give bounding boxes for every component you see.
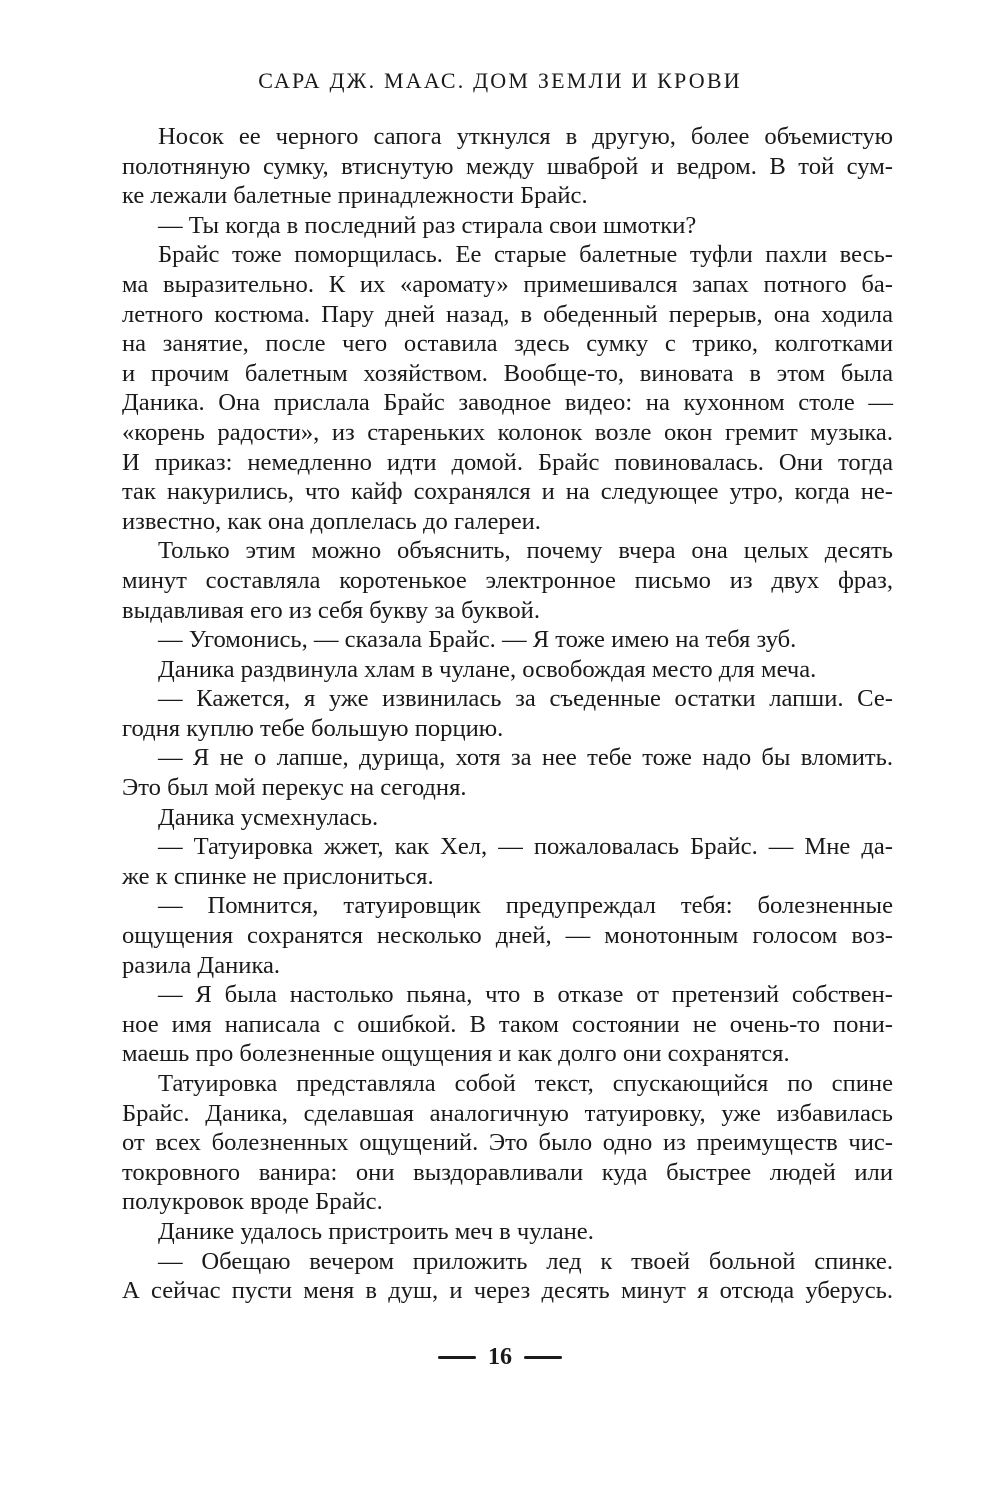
text-line: — Кажется, я уже извинилась за съеденные остатки лапши. Се- [158,685,893,713]
text-line: летного костюма. Пару дней назад, в обеденный перерыв, она ходила [122,300,893,328]
text-line: от всех болезненных ощущений. Это было одно из преимуществ чис- [122,1129,893,1157]
text-line: И приказ: немедленно идти домой. Брайс повиновалась. Они тогда [122,448,893,476]
text-line: маешь про болезненные ощущения и как долго они сохранятся. [122,1040,790,1068]
text-line: токровного ванира: они выздоравливали куда быстрее людей или [122,1158,893,1186]
text-line: «корень радости», из стареньких колонок возле окон гремит музыка. [122,418,893,446]
paragraph [122,625,893,655]
page-number-footer [0,1344,1000,1371]
text-line: — Я не о лапше, дурища, хотя за нее тебе тоже надо бы вломить. [158,744,893,772]
paragraph [122,891,893,980]
text-line: выдавливая его из себя букву за буквой. [122,596,540,624]
text-line: — Я была настолько пьяна, что в отказе от претензий собствен- [158,981,893,1009]
paragraph [122,655,893,685]
text-body [122,122,893,1306]
text-line: полукровок вроде Брайс. [122,1188,383,1216]
text-line: и прочим балетным хозяйством. Вообще-то, виновата в этом была [122,359,893,387]
paragraph [122,832,893,891]
text-line: — Угомонись, — сказала Брайс. — Я тоже имею на тебя зуб. [158,626,797,654]
text-line: Даника раздвинула хлам в чулане, освобождая место для меча. [158,655,817,683]
text-line: ке лежали балетные принадлежности Брайс. [122,182,588,210]
paragraph [122,1069,893,1217]
text-line: так накурились, что кайф сохранялся и на следующее утро, когда не- [122,478,893,506]
text-line: известно, как она доплелась до галереи. [122,507,541,535]
text-line: Брайс. Даника, сделавшая аналогичную татуировку, уже избавилась [122,1099,893,1127]
text-line: Брайс тоже поморщилась. Ее старые балетные туфли пахли весь- [158,241,893,269]
text-line: Только этим можно объяснить, почему вчера она целых десять [158,537,893,565]
paragraph [122,240,893,536]
text-line: Даника усмехнулась. [158,803,379,831]
text-line: ма выразительно. К их «аромату» примешивался запах потного ба- [122,270,893,298]
text-line: Это был мой перекус на сегодня. [122,774,467,802]
text-line: А сейчас пусти меня в душ, и через десять минут я отсюда уберусь. [122,1277,893,1305]
paragraph [122,684,893,743]
text-line: Носок ее черного сапога уткнулся в другую, более объемистую [158,123,893,150]
text-line: полотняную сумку, втиснутую между шваброй и ведром. В той сум- [122,152,893,180]
paragraph [122,803,893,833]
paragraph [122,743,893,802]
text-line: ощущения сохранятся несколько дней, — монотонным голосом воз- [122,922,893,950]
text-line: на занятие, после чего оставила здесь сумку с трико, колготками [122,330,893,358]
folio-dash-left [438,1356,476,1359]
paragraph [122,980,893,1069]
text-line: Даника. Она прислала Брайс заводное видео: на кухонном столе — [122,389,893,417]
paragraph [122,1217,893,1247]
text-line: минут составляла коротенькое электронное письмо из двух фраз, [122,566,893,594]
page-number: 16 [488,1344,512,1370]
paragraph [122,211,893,241]
text-line: же к спинке не прислониться. [122,862,434,890]
text-line: — Татуировка жжет, как Хел, — пожаловалась Брайс. — Мне да- [158,833,893,861]
folio-dash-right [524,1356,562,1359]
text-line: — Ты когда в последний раз стирала свои шмотки? [158,211,697,239]
text-line: ное имя написала с ошибкой. В таком состоянии не очень-то пони- [122,1010,893,1038]
text-line: — Обещаю вечером приложить лед к твоей больной спинке. [158,1247,893,1275]
text-line: Данике удалось пристроить меч в чулане. [158,1217,594,1245]
running-head: САРА ДЖ. МААС. ДОМ ЗЕМЛИ И КРОВИ [258,68,742,93]
paragraph [122,122,893,211]
paragraph [122,536,893,625]
text-line: годня куплю тебе большую порцию. [122,714,504,742]
text-line: Татуировка представляла собой текст, спускающийся по спине [158,1070,893,1097]
text-line: — Помнится, татуировщик предупреждал тебя: болезненные [158,892,893,920]
text-line: разила Даника. [122,951,281,979]
paragraph [122,1247,893,1306]
